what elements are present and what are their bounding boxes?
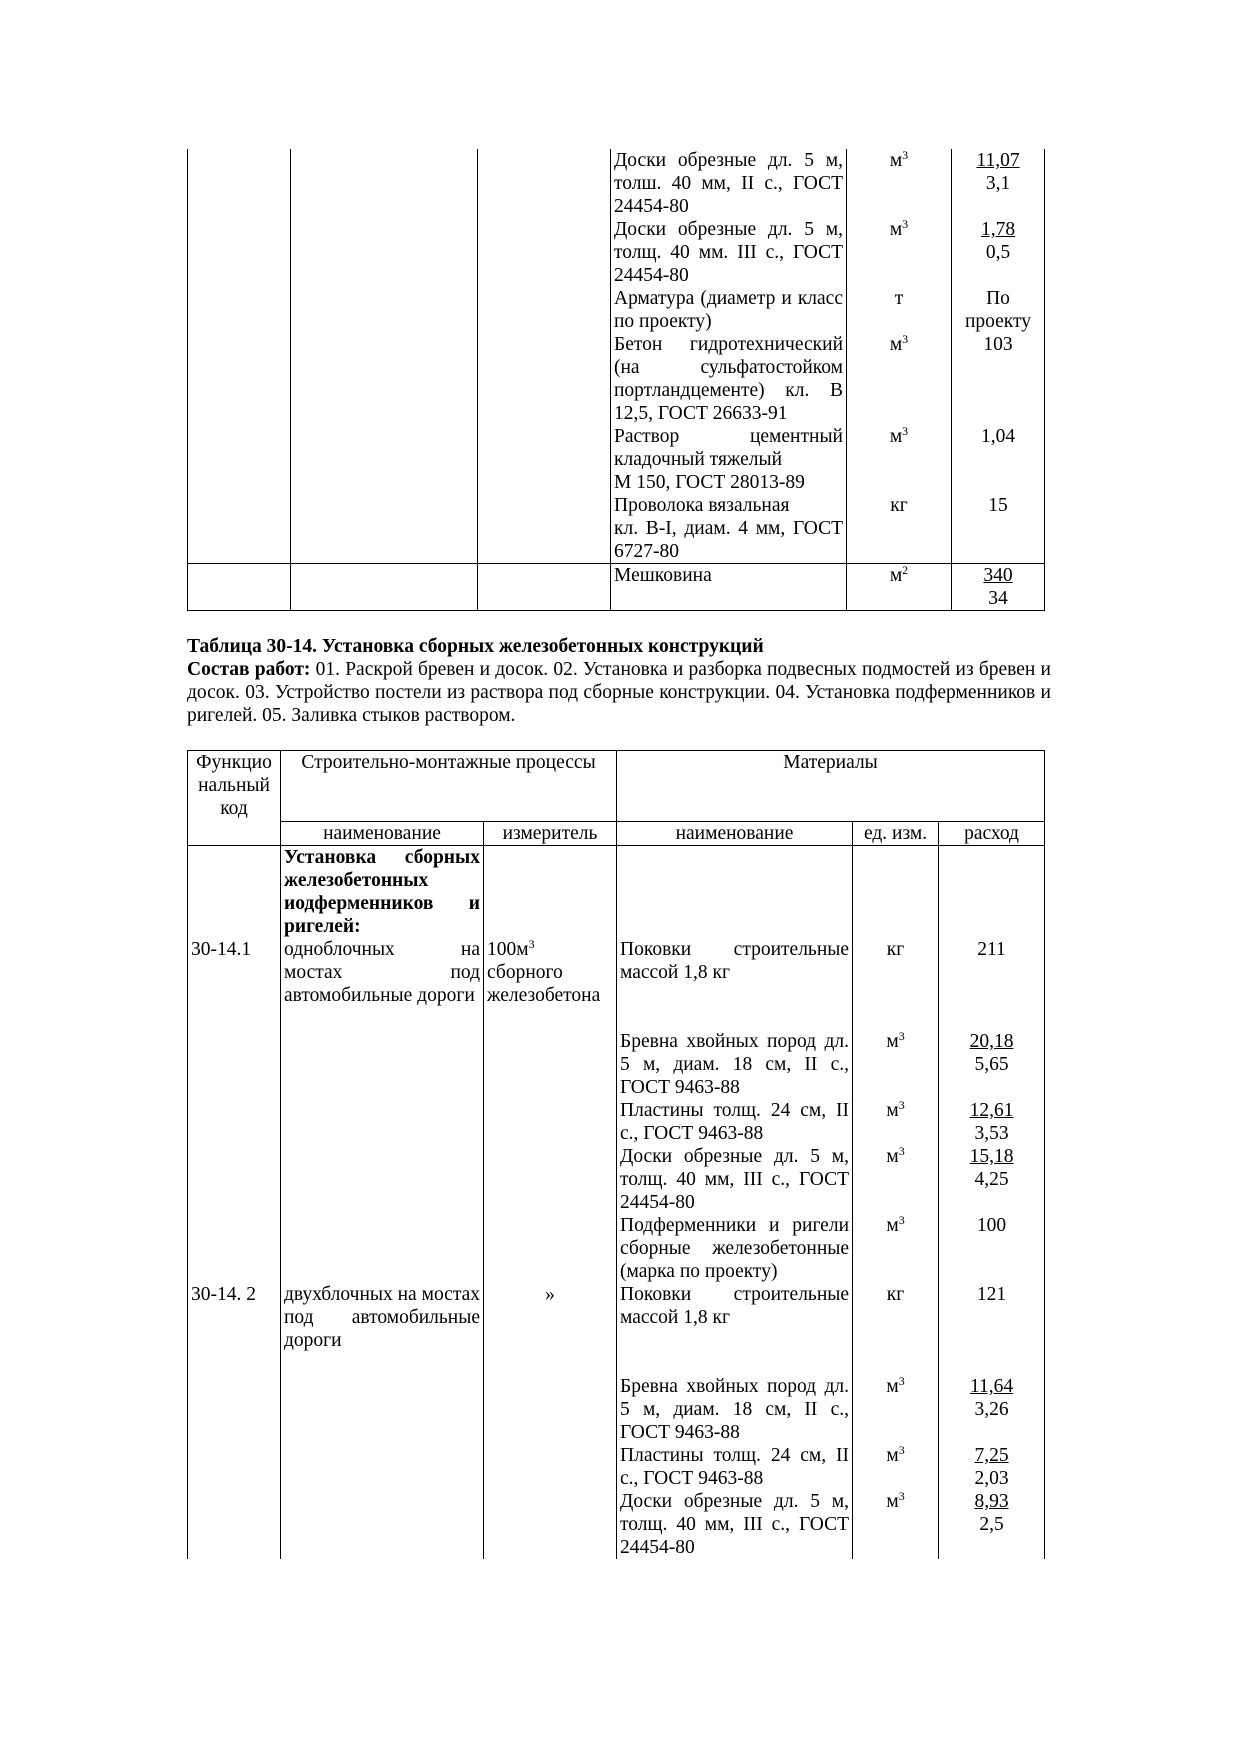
table-row <box>188 1145 1045 1214</box>
consumption-cell: 20,18 5,65 <box>939 1030 1045 1099</box>
header-name: наименование <box>281 822 484 846</box>
material-name: Подферменники и ригели сборные железобетонные (марка по проекту) <box>617 1214 853 1283</box>
process-name: двухблочных на мостах под автомобильные дороги <box>281 1283 484 1375</box>
material-name: Раствор цементный кладочный тяжелый М 150, ГОСТ 28013-89 <box>611 425 847 494</box>
materials-continuation-table <box>187 149 1045 611</box>
table-header-row <box>188 751 1045 822</box>
table-row <box>188 1375 1045 1444</box>
consumption-cell: 121 <box>939 1283 1045 1375</box>
composition-label: Состав работ: <box>187 659 311 680</box>
material-name: Поковки строительные массой 1,8 кг <box>617 1283 853 1375</box>
material-name: Доски обрезные дл. 5 м, толщ. 40 мм, III с., ГОСТ 24454-80 <box>617 1490 853 1559</box>
consumption-cell: 7,25 2,03 <box>939 1444 1045 1490</box>
header-meter: измеритель <box>484 822 617 846</box>
precast-installation-table <box>187 750 1045 1559</box>
material-name: Бетон гидротехнический (на сульфатостойком портландцементе) кл. В 12,5, ГОСТ 26633-91 <box>611 333 847 425</box>
table-subheader-row <box>188 822 1045 846</box>
material-name: Поковки строительные массой 1,8 кг <box>617 938 853 1030</box>
table-row <box>188 1030 1045 1099</box>
consumption-cell: 11,64 3,26 <box>939 1375 1045 1444</box>
consumption-cell: По проекту <box>952 287 1045 333</box>
table-row <box>188 1444 1045 1490</box>
unit-cell: кг <box>847 494 952 564</box>
header-mat-name: наименование <box>617 822 853 846</box>
table-title: Таблица 30-14. Установка сборных железобетонных конструкций <box>187 636 764 657</box>
consumption-cell: 1,04 <box>952 425 1045 494</box>
material-name: Доски обрезные дл. 5 м, толщ. 40 мм. III с., ГОСТ 24454-80 <box>611 218 847 287</box>
consumption-cell: 8,93 2,5 <box>939 1490 1045 1559</box>
unit-cell: $м^3$ <box>853 1099 939 1145</box>
process-meter: $100м^3$ сборного железобетона <box>484 938 617 1030</box>
unit-cell: т <box>847 287 952 333</box>
consumption-cell: 103 <box>952 333 1045 425</box>
material-name: Пластины толщ. 24 см, II с., ГОСТ 9463-88 <box>617 1444 853 1490</box>
unit-cell: $м^3$ <box>847 333 952 425</box>
header-unit: ед. изм. <box>853 822 939 846</box>
table-row <box>188 564 1045 611</box>
material-name: Арматура (диаметр и класс по проекту) <box>611 287 847 333</box>
unit-cell: $м^3$ <box>847 425 952 494</box>
work-composition <box>187 658 1051 727</box>
unit-cell: $м^3$ <box>847 218 952 287</box>
unit-cell: $м^3$ <box>853 1030 939 1099</box>
table-row <box>188 425 1045 494</box>
header-func-code: Функцио нальный код <box>188 751 281 846</box>
consumption-cell: 11,07 3,1 <box>952 149 1045 218</box>
unit-cell: $м^3$ <box>847 149 952 218</box>
table-row <box>188 333 1045 425</box>
unit-cell: $м^3$ <box>853 1214 939 1283</box>
unit-cell: $м^3$ <box>853 1145 939 1214</box>
material-name: Проволока вязальная кл. В-I, диам. 4 мм, ГОСТ 6727-80 <box>611 494 847 564</box>
table-row <box>188 1283 1045 1375</box>
consumption-cell: 15 <box>952 494 1045 564</box>
unit-cell: $м^2$ <box>847 564 952 611</box>
consumption-cell: 211 <box>939 938 1045 1030</box>
table-row <box>188 218 1045 287</box>
material-name: Мешковина <box>611 564 847 611</box>
table-row <box>188 846 1045 939</box>
unit-cell: $м^3$ <box>853 1375 939 1444</box>
material-name: Бревна хвойных пород дл. 5 м, диам. 18 см, II с., ГОСТ 9463-88 <box>617 1375 853 1444</box>
section-title: Установка сборных железобетонных иодферменников и ригелей: <box>281 846 484 939</box>
table-row <box>188 1490 1045 1559</box>
table-row <box>188 287 1045 333</box>
material-name: Пластины толщ. 24 см, II с., ГОСТ 9463-88 <box>617 1099 853 1145</box>
consumption-cell: 15,18 4,25 <box>939 1145 1045 1214</box>
material-name: Доски обрезные дл. 5 м, толш. 40 мм, II с., ГОСТ 24454-80 <box>611 149 847 218</box>
consumption-cell: 100 <box>939 1214 1045 1283</box>
table-row <box>188 938 1045 1030</box>
unit-cell: $м^3$ <box>853 1444 939 1490</box>
consumption-cell: 12,61 3,53 <box>939 1099 1045 1145</box>
func-code: 30-14. 2 <box>188 1283 281 1375</box>
consumption-cell: 1,78 0,5 <box>952 218 1045 287</box>
table-row <box>188 149 1045 218</box>
consumption-cell: 340 34 <box>952 564 1045 611</box>
table-row <box>188 1214 1045 1283</box>
material-name: Бревна хвойных пород дл. 5 м, диам. 18 см, II с., ГОСТ 9463-88 <box>617 1030 853 1099</box>
table-row <box>188 494 1045 564</box>
process-name: одноблочных на мостах под автомобильные дороги <box>281 938 484 1030</box>
table-row <box>188 1099 1045 1145</box>
material-name: Доски обрезные дл. 5 м, толщ. 40 мм, III с., ГОСТ 24454-80 <box>617 1145 853 1214</box>
header-processes: Строительно-монтажные процессы <box>281 751 617 822</box>
composition-text: 01. Раскрой бревен и досок. 02. Установка и разборка подвесных подмостей из бревен и досок. 03. Устройство постели из раствора под сборные конструкции. 04. Установка подферменников и ригелей. 05. Заливка стыков раствором. <box>187 659 1051 726</box>
header-materials: Материалы <box>617 751 1045 822</box>
unit-cell: кг <box>853 1283 939 1375</box>
unit-cell: $м^3$ <box>853 1490 939 1559</box>
process-meter: » <box>484 1283 617 1375</box>
unit-cell: кг <box>853 938 939 1030</box>
table-heading-block <box>187 635 1051 727</box>
header-consumption: расход <box>939 822 1045 846</box>
func-code: 30-14.1 <box>188 938 281 1030</box>
